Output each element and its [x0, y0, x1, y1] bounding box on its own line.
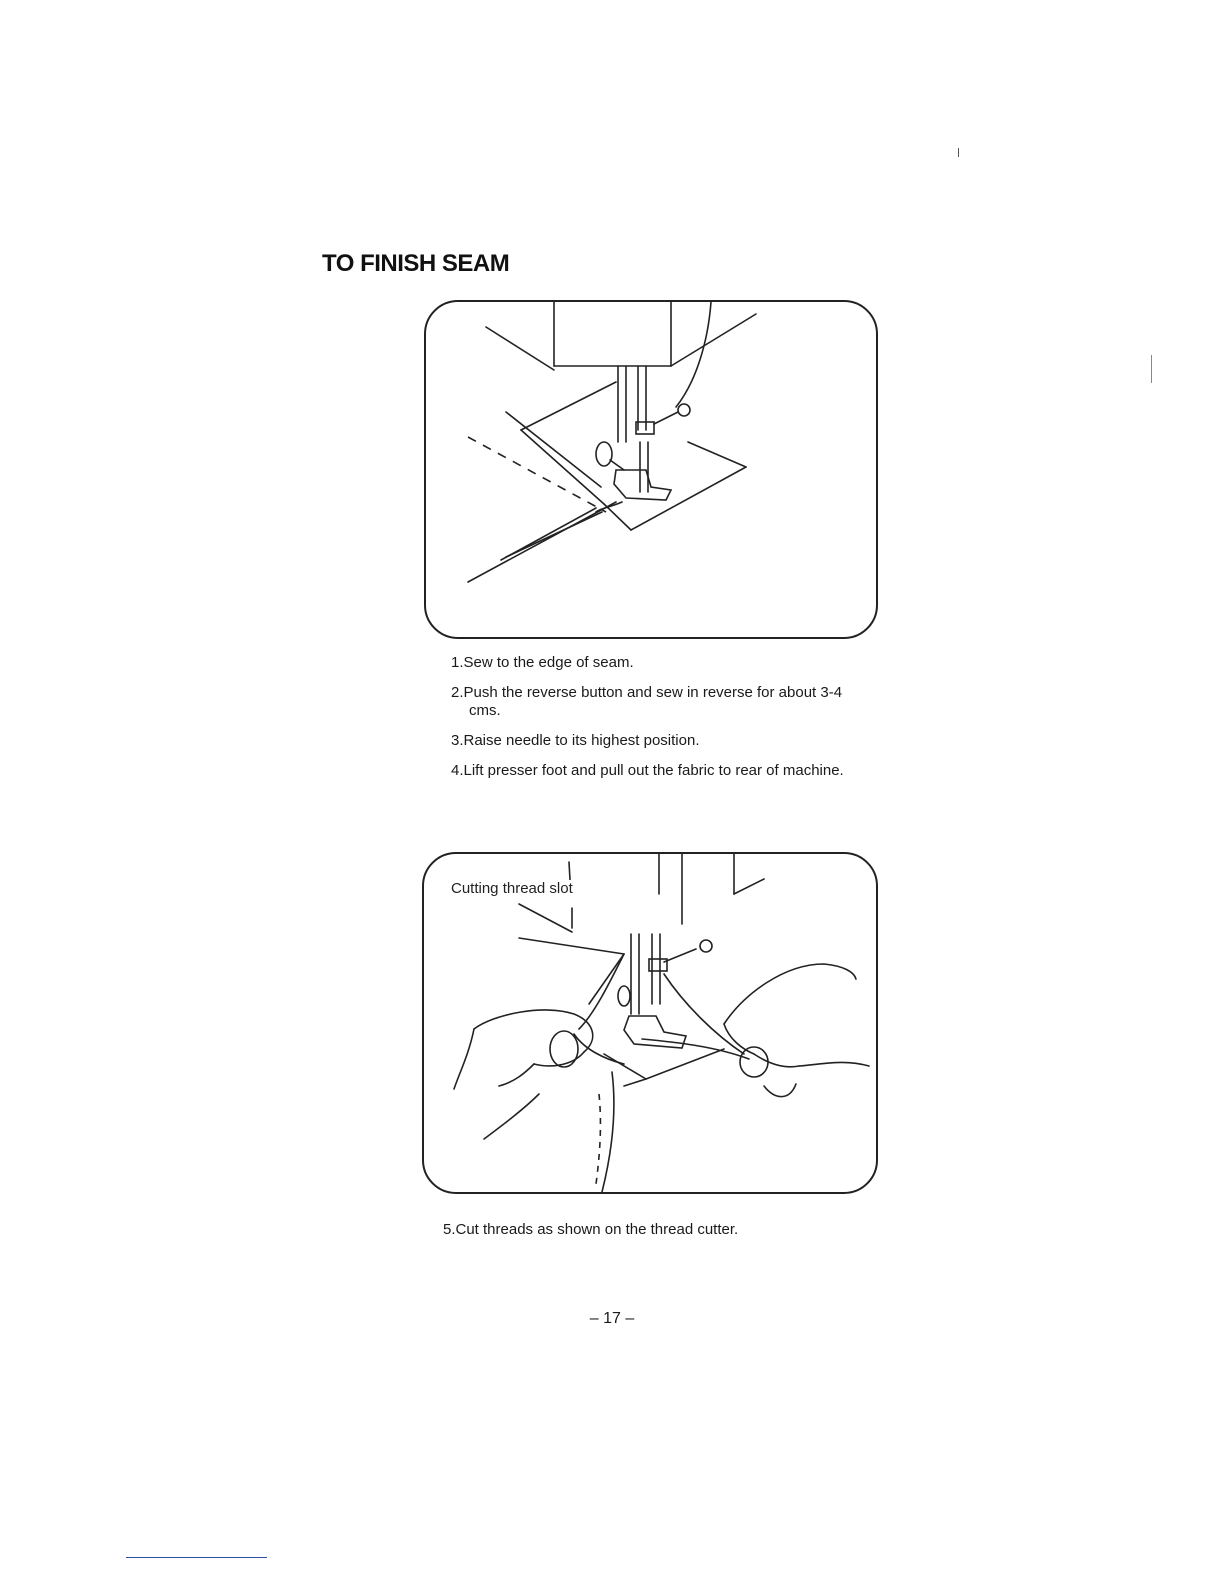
cutting-thread-slot-callout: Cutting thread slot: [451, 880, 573, 897]
figure-cut-threads: [422, 852, 878, 1194]
step-3: 3.Raise needle to its highest position.: [451, 732, 700, 749]
scan-speck: [1151, 355, 1152, 383]
step-2: 2.Push the reverse button and sew in reverse for about 3-4 cms.: [451, 684, 843, 719]
scan-speck: [958, 148, 959, 157]
step-5: 5.Cut threads as shown on the thread cutter.: [443, 1221, 739, 1238]
sewing-machine-illustration: [426, 302, 876, 637]
step-1: 1.Sew to the edge of seam.: [451, 654, 634, 671]
figure-sew-to-edge: [424, 300, 878, 639]
thread-cutting-illustration: [424, 854, 876, 1192]
page-number: – 17 –: [589, 1310, 635, 1327]
instruction-steps: [451, 654, 851, 792]
bottom-rule: [126, 1557, 267, 1558]
page-title: TO FINISH SEAM: [322, 250, 510, 277]
step-4: 4.Lift presser foot and pull out the fabric to rear of machine.: [451, 762, 844, 779]
